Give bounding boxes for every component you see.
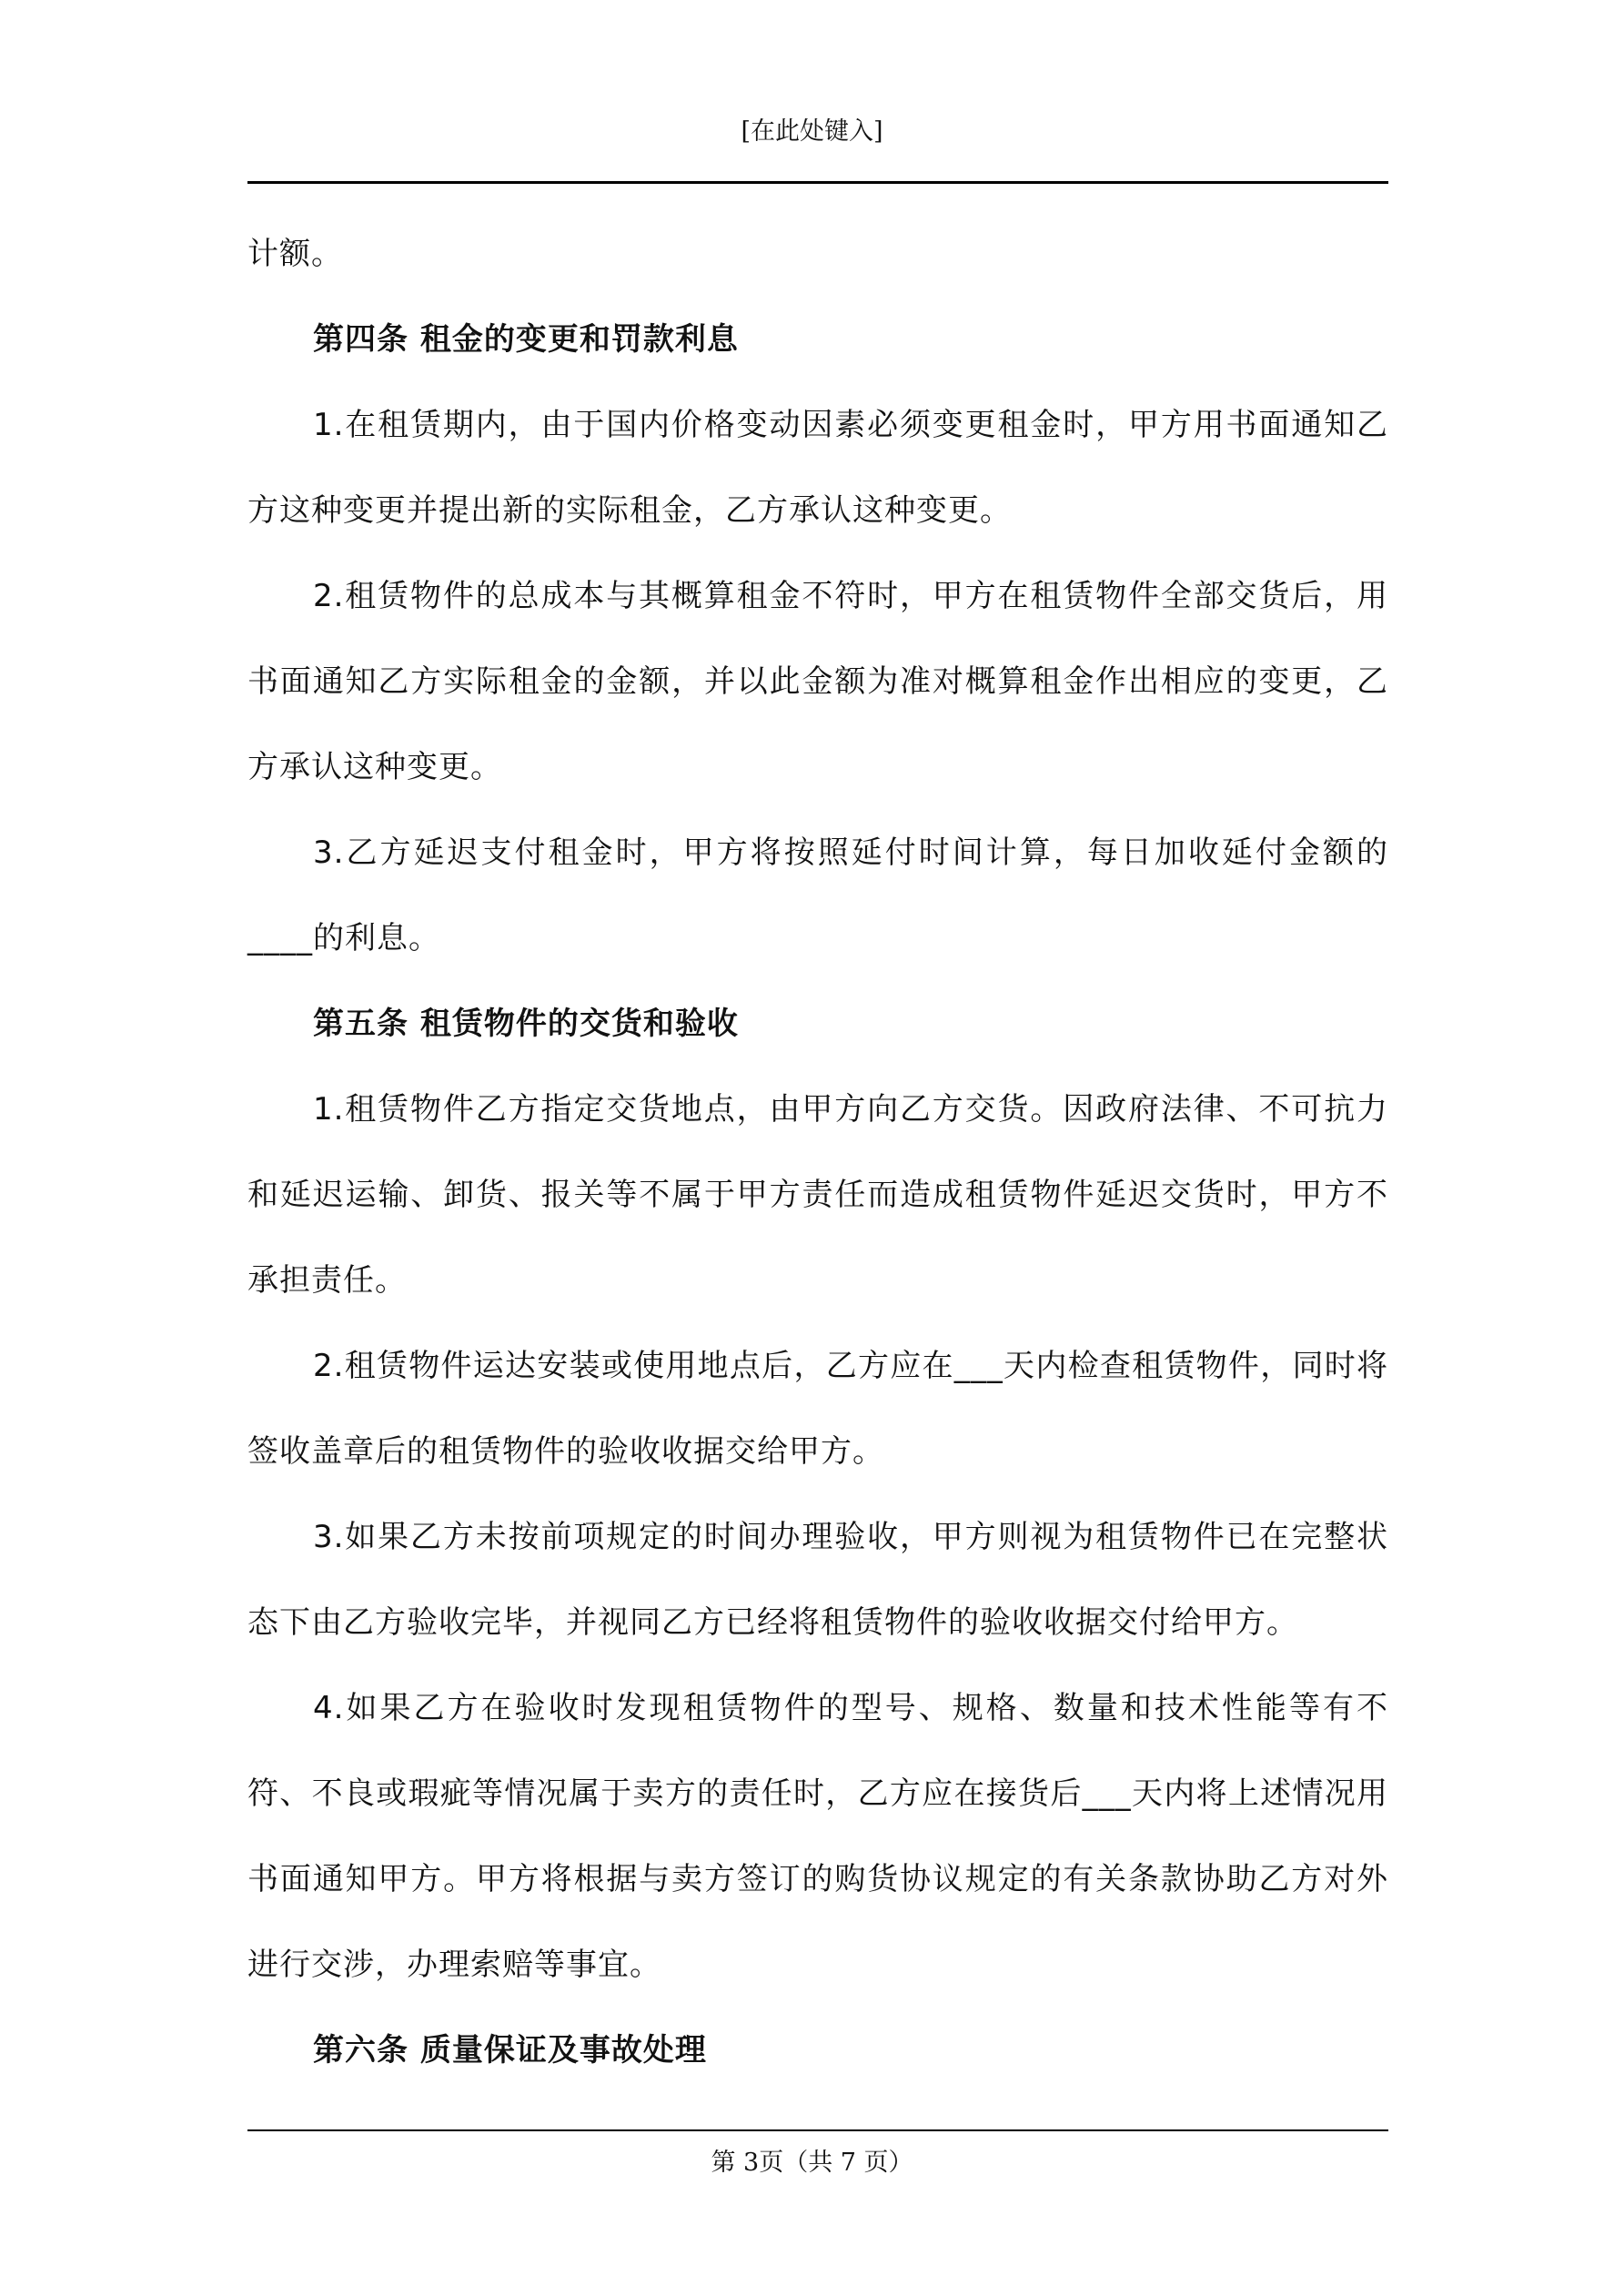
article-6-heading: 第六条 质量保证及事故处理	[313, 2032, 707, 2068]
footer-divider	[247, 2129, 1388, 2131]
article-4-heading: 第四条 租金的变更和罚款利息	[313, 321, 739, 358]
article-5-clause-2: 2.租赁物件运达安装或使用地点后，乙方应在___天内检查租赁物件，同时将签收盖章后的租赁物件的验收收据交给甲方。	[247, 1348, 1388, 1470]
paragraph-continuation: 计额。	[247, 236, 343, 272]
article-4-clause-2: 2.租赁物件的总成本与其概算租金不符时，甲方在租赁物件全部交货后，用书面通知乙方实际租金的金额，并以此金额为准对概算租金作出相应的变更，乙方承认这种变更。	[247, 578, 1388, 785]
article-5-clause-1: 1.租赁物件乙方指定交货地点，由甲方向乙方交货。因政府法律、不可抗力和延迟运输、卸货、报关等不属于甲方责任而造成租赁物件延迟交货时，甲方不承担责任。	[247, 1091, 1388, 1299]
document-body	[247, 211, 1388, 2093]
article-5-clause-3: 3.如果乙方未按前项规定的时间办理验收，甲方则视为租赁物件已在完整状态下由乙方验收完毕，并视同乙方已经将租赁物件的验收收据交付给甲方。	[247, 1519, 1388, 1641]
header-divider	[247, 181, 1388, 184]
page-header: [在此处键入]	[741, 117, 883, 146]
article-4-clause-1: 1.在租赁期内，由于国内价格变动因素必须变更租金时，甲方用书面通知乙方这种变更并提出新的实际租金，乙方承认这种变更。	[247, 407, 1388, 529]
article-4-clause-3: 3.乙方延迟支付租金时，甲方将按照延付时间计算，每日加收延付金额的____的利息。	[247, 834, 1388, 956]
article-5-clause-4: 4.如果乙方在验收时发现租赁物件的型号、规格、数量和技术性能等有不符、不良或瑕疵等情况属于卖方的责任时，乙方应在接货后___天内将上述情况用书面通知甲方。甲方将根据与卖方签订的购货协议规定的有关条款协助乙方对外进行交涉，办理索赔等事宜。	[247, 1690, 1388, 1983]
page-footer: 第 3页（共 7 页）	[711, 2149, 913, 2177]
article-5-heading: 第五条 租赁物件的交货和验收	[313, 1006, 739, 1042]
